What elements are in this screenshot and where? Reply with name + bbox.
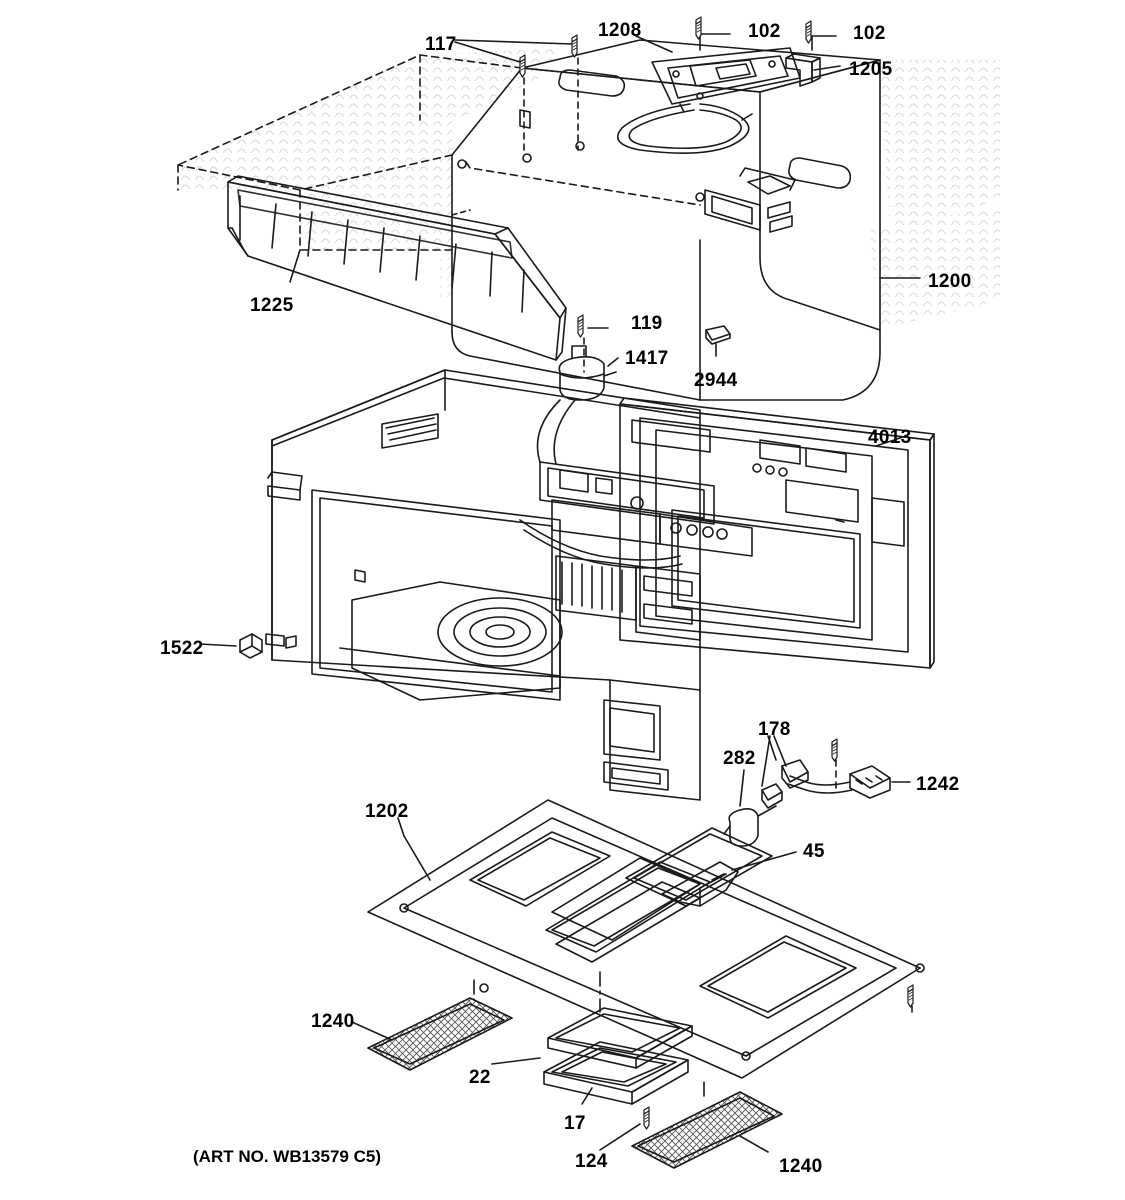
art-number-label: (ART NO. WB13579 C5) (193, 1147, 381, 1166)
callout-117: 117 (425, 34, 457, 55)
callout-1208: 1208 (598, 20, 642, 41)
callout-1205: 1205 (849, 59, 893, 80)
part-1205-bracket (786, 54, 840, 86)
callout-102-left: 102 (748, 21, 781, 42)
callout-282: 282 (723, 748, 756, 769)
callout-1240-right: 1240 (779, 1156, 823, 1177)
part-1522-bushing (200, 634, 262, 658)
callout-17: 17 (564, 1113, 586, 1134)
callout-102-right: 102 (853, 23, 886, 44)
callout-119: 119 (631, 313, 663, 334)
callout-1240-left: 1240 (311, 1011, 355, 1032)
part-2944-clip (706, 326, 730, 356)
callout-1202: 1202 (365, 801, 409, 822)
callout-178: 178 (758, 719, 791, 740)
callout-2944: 2944 (694, 370, 738, 391)
callout-1225: 1225 (250, 295, 294, 316)
part-22-17-124-lens (492, 972, 692, 1150)
callout-124: 124 (575, 1151, 608, 1172)
oven-cavity-assembly (266, 370, 752, 800)
part-1200-cabinet (178, 40, 920, 400)
callout-22: 22 (469, 1067, 491, 1088)
callout-4013: 4013 (868, 427, 912, 448)
callout-1522: 1522 (160, 638, 204, 659)
callout-1200: 1200 (928, 271, 972, 292)
callout-1417: 1417 (625, 348, 669, 369)
callout-1242: 1242 (916, 774, 960, 795)
part-1208-control-board (618, 34, 840, 153)
callout-45: 45 (803, 841, 825, 862)
